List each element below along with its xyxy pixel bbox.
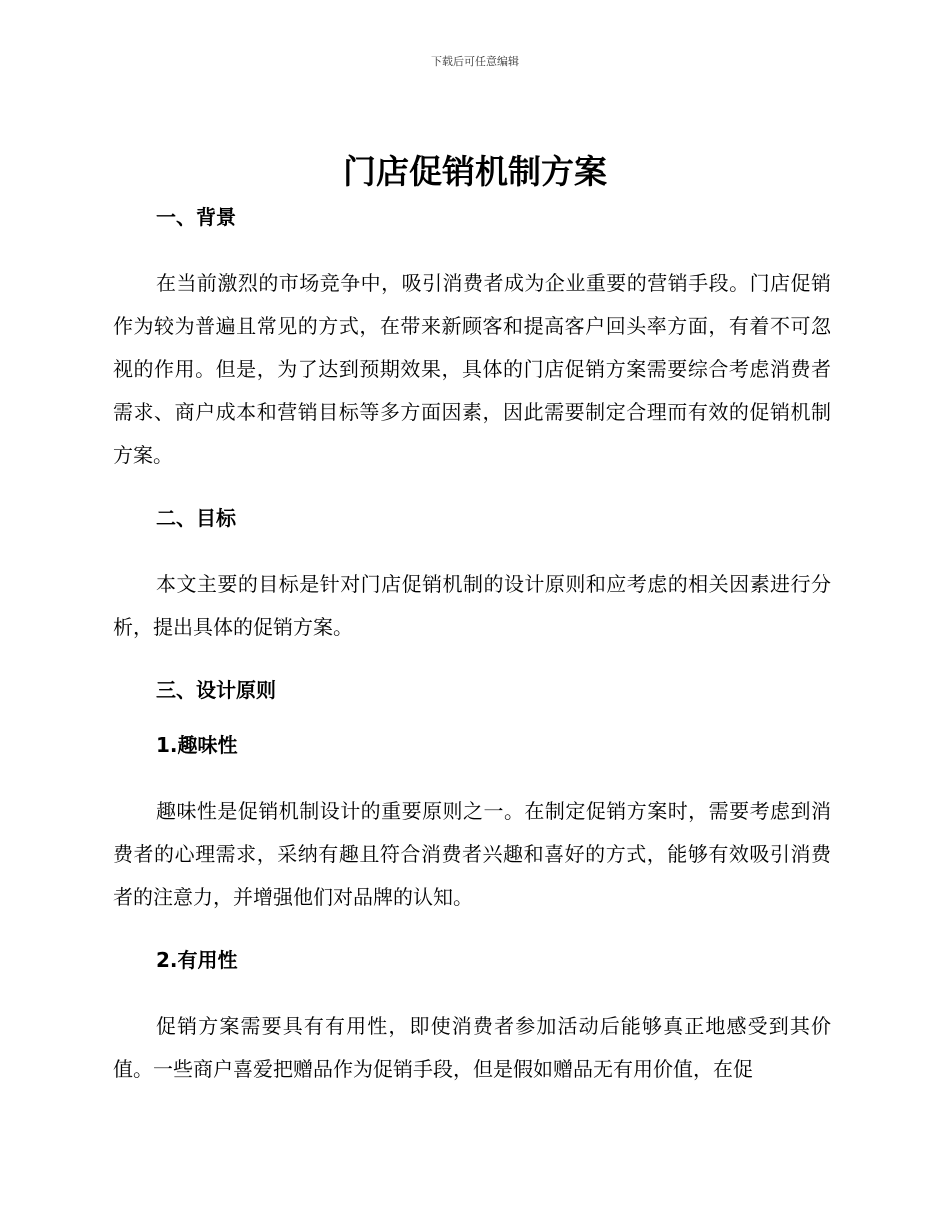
section-heading-fun: 1.趣味性 [156,733,238,757]
section-heading-design-principles: 三、设计原则 [156,678,276,702]
section-heading-usefulness: 2.有用性 [156,948,238,972]
paragraph-usefulness: 促销方案需要具有有用性，即使消费者参加活动后能够真正地感受到其价值。一些商户喜爱把赠品作为促销手段，但是假如赠品无有用价值，在促 [113,1014,831,1081]
paragraph-background: 在当前激烈的市场竞争中，吸引消费者成为企业重要的营销手段。门店促销作为较为普遍且常见的方式，在带来新顾客和提高客户回头率方面，有着不可忽视的作用。但是，为了达到预期效果，具体的门店促销方案需要综合考虑消费者需求、商户成本和营销目标等多方面因素，因此需要制定合理而有效的促销机制方案。 [113,271,831,467]
section-heading-goals: 二、目标 [156,506,236,530]
document-title: 门店促销机制方案 [343,152,607,191]
document-body [113,203,831,1091]
paragraph-goals: 本文主要的目标是针对门店促销机制的设计原则和应考虑的相关因素进行分析，提出具体的促销方案。 [113,572,831,639]
section-heading-background: 一、背景 [156,205,236,229]
paragraph-fun: 趣味性是促销机制设计的重要原则之一。在制定促销方案时，需要考虑到消费者的心理需求，采纳有趣且符合消费者兴趣和喜好的方式，能够有效吸引消费者的注意力，并增强他们对品牌的认知。 [113,799,831,909]
page-header-note: 下载后可任意编辑 [431,55,519,68]
